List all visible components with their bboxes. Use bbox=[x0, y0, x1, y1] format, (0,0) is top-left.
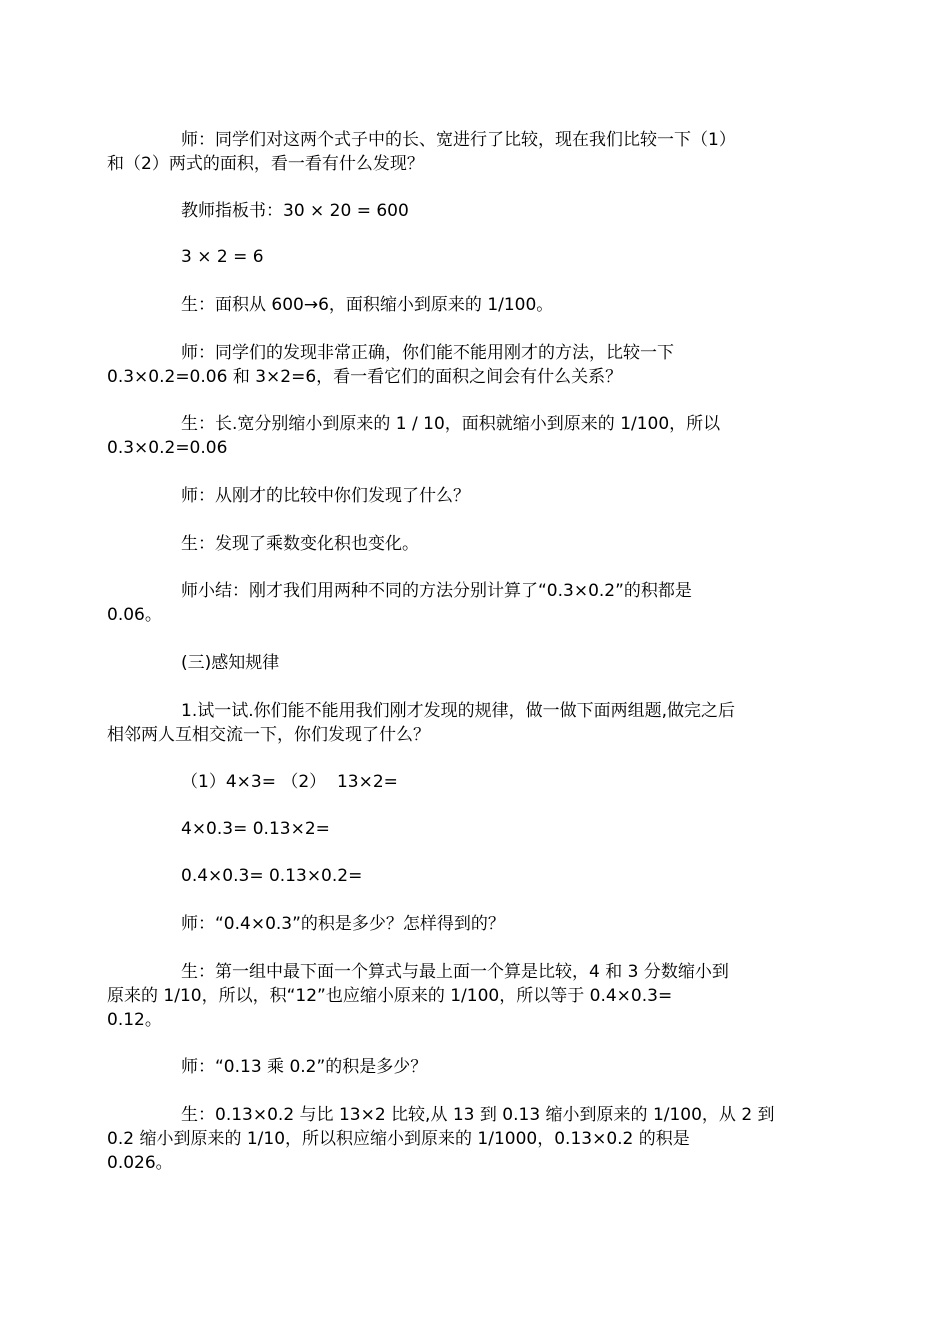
line: 0.3×0.2=0.06 bbox=[107, 438, 228, 458]
line: 师：同学们对这两个式子中的长、宽进行了比较，现在我们比较一下（1） bbox=[181, 130, 736, 150]
line: 3 × 2 = 6 bbox=[181, 247, 264, 267]
exercise-row-3 bbox=[144, 864, 809, 888]
paragraph-11 bbox=[144, 912, 809, 936]
paragraph-3 bbox=[144, 245, 809, 269]
line: 0.12。 bbox=[107, 1010, 162, 1030]
line: 生：发现了乘数变化积也变化。 bbox=[181, 534, 419, 554]
paragraph-8 bbox=[144, 532, 809, 556]
paragraph-2 bbox=[144, 199, 809, 223]
line: 师：“0.4×0.3”的积是多少？怎样得到的？ bbox=[181, 914, 505, 934]
line: 4×0.3= 0.13×2= bbox=[181, 819, 330, 839]
line: （1）4×3= （2） 13×2= bbox=[181, 772, 398, 792]
line: 教师指板书：30 × 20 = 600 bbox=[181, 201, 409, 221]
line: 生：0.13×0.2 与比 13×2 比较,从 13 到 0.13 缩小到原来的 1/100，从 2 到 bbox=[181, 1105, 775, 1125]
paragraph-6 bbox=[107, 412, 809, 460]
paragraph-10 bbox=[107, 699, 809, 747]
line: 相邻两人互相交流一下，你们发现了什么？ bbox=[107, 725, 430, 745]
line: 生：第一组中最下面一个算式与最上面一个算是比较，4 和 3 分数缩小到 bbox=[181, 962, 729, 982]
line: 0.2 缩小到原来的 1/10，所以积应缩小到原来的 1/1000，0.13×0.2 的积是 bbox=[107, 1129, 690, 1149]
paragraph-5 bbox=[107, 341, 809, 389]
exercise-row-2 bbox=[144, 817, 809, 841]
section-heading bbox=[144, 651, 809, 675]
line: 原来的 1/10，所以，积“12”也应缩小原来的 1/100，所以等于 0.4×0.3= bbox=[107, 986, 673, 1006]
paragraph-1 bbox=[107, 128, 809, 176]
paragraph-12 bbox=[107, 960, 809, 1032]
exercise-row-1 bbox=[144, 770, 809, 794]
line: 师：同学们的发现非常正确，你们能不能用刚才的方法，比较一下 bbox=[181, 343, 674, 363]
line: 0.06。 bbox=[107, 605, 162, 625]
line: 师小结：刚才我们用两种不同的方法分别计算了“0.3×0.2”的积都是 bbox=[181, 581, 692, 601]
line: 0.3×0.2=0.06 和 3×2=6，看一看它们的面积之间会有什么关系？ bbox=[107, 367, 623, 387]
line: 生：长.宽分别缩小到原来的 1 / 10，面积就缩小到原来的 1/100，所以 bbox=[181, 414, 721, 434]
line: 师：从刚才的比较中你们发现了什么？ bbox=[181, 486, 470, 506]
paragraph-7 bbox=[144, 484, 809, 508]
paragraph-13 bbox=[144, 1055, 809, 1079]
line: 0.026。 bbox=[107, 1153, 173, 1173]
paragraph-14 bbox=[107, 1103, 809, 1175]
line: (三)感知规律 bbox=[181, 653, 280, 673]
line: 师：“0.13 乘 0.2”的积是多少？ bbox=[181, 1057, 428, 1077]
line: 1.试一试.你们能不能用我们刚才发现的规律，做一做下面两组题,做完之后 bbox=[181, 701, 736, 721]
line: 0.4×0.3= 0.13×0.2= bbox=[181, 866, 363, 886]
line: 和（2）两式的面积，看一看有什么发现？ bbox=[107, 154, 424, 174]
line: 生：面积从 600→6，面积缩小到原来的 1/100。 bbox=[181, 295, 554, 315]
paragraph-4 bbox=[144, 293, 809, 317]
paragraph-9 bbox=[107, 579, 764, 627]
